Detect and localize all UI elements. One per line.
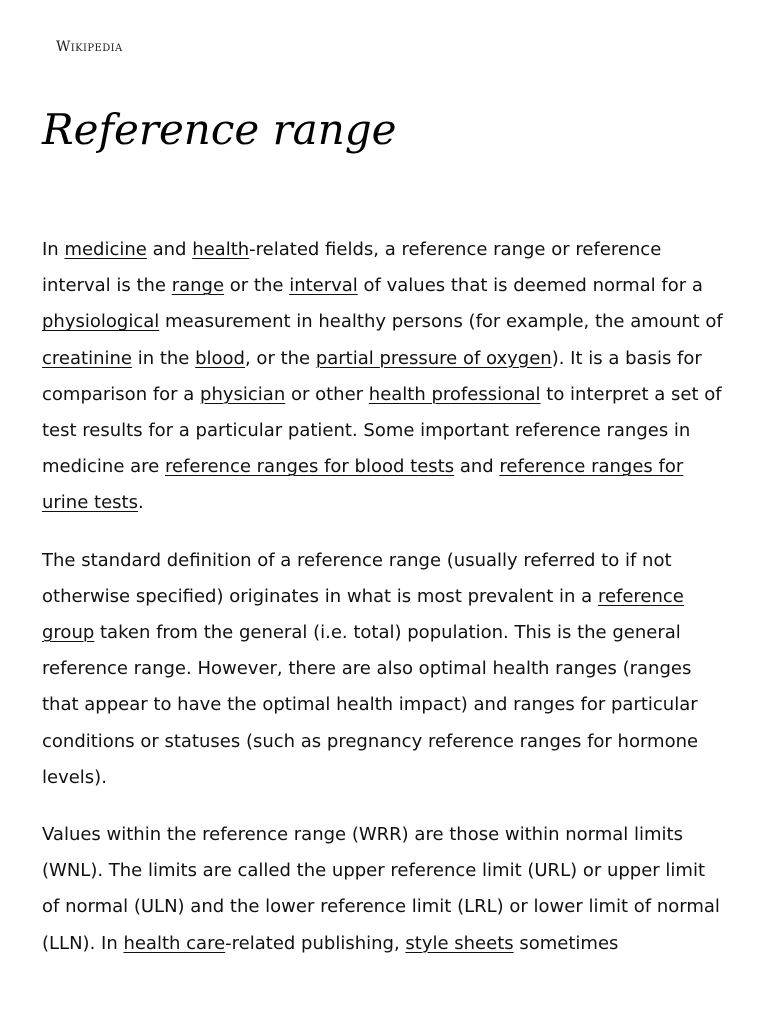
article-body <box>42 232 728 983</box>
paragraph-text: in the <box>131 347 196 369</box>
article-link[interactable]: physiological <box>42 311 160 333</box>
paragraph-text: measurement in healthy persons (for example, the amount of <box>159 311 723 333</box>
article-link[interactable]: style sheets <box>405 932 514 954</box>
paragraph-text: ). It is a basis for comparison for a <box>42 347 702 405</box>
paragraph-text: sometimes <box>513 932 619 954</box>
article-link[interactable]: health professional <box>368 383 541 405</box>
paragraph-text: taken from the general (i.e. total) population. This is the general reference range. However, there are also optimal health ranges (ranges that appear to have the optimal health impact) and ranges for particular conditions or statuses (such as pregnancy reference ranges for hormone levels). <box>42 622 699 788</box>
article-link[interactable]: reference ranges for urine tests <box>42 456 684 514</box>
paragraph-text: In <box>42 239 65 260</box>
paragraph-text: and <box>146 239 193 260</box>
paragraph-text: Values within the reference range (WRR) are those within normal limits (WNL). The limits are called the upper reference limit (URL) or upper limit of normal (ULN) and the lower reference limit (LRL) or lower limit of normal (LLN). In <box>42 824 720 954</box>
paragraph-text: The standard definition of a reference range (usually referred to if not otherwise specified) originates in what is most prevalent in a <box>42 549 672 607</box>
article-link[interactable]: blood <box>195 347 245 369</box>
paragraph-3 <box>42 817 728 962</box>
article-link[interactable]: range <box>171 275 225 297</box>
paragraph-1 <box>42 232 728 522</box>
article-link[interactable]: medicine <box>64 239 147 260</box>
article-link[interactable]: reference ranges for blood tests <box>164 456 455 478</box>
paragraph-text: of values that is deemed normal for a <box>357 275 703 297</box>
paragraph-text: , or the <box>244 347 316 369</box>
paragraph-text: to interpret a set of test results for a particular patient. Some important reference ranges in medicine are <box>42 383 722 478</box>
wikipedia-wordmark[interactable]: Wikipedia <box>56 39 123 55</box>
article-link[interactable]: interval <box>289 275 358 297</box>
article-link[interactable]: health <box>192 239 250 260</box>
article-link[interactable]: physician <box>200 383 286 405</box>
paragraph-text: and <box>454 456 500 478</box>
paragraph-text: -related fields, a reference range or reference interval is the <box>42 239 662 297</box>
page-title: Reference range <box>42 105 397 154</box>
article-link[interactable]: partial pressure of oxygen <box>315 347 552 369</box>
article-link[interactable]: creatinine <box>42 347 132 369</box>
paragraph-text: -related publishing, <box>225 932 406 954</box>
paragraph-text: or the <box>224 275 290 297</box>
paragraph-text: or other <box>285 383 369 405</box>
article-link[interactable]: health care <box>123 932 226 954</box>
paragraph-text: . <box>137 492 144 514</box>
paragraph-2 <box>42 543 728 796</box>
article-link[interactable]: reference group <box>42 585 684 644</box>
